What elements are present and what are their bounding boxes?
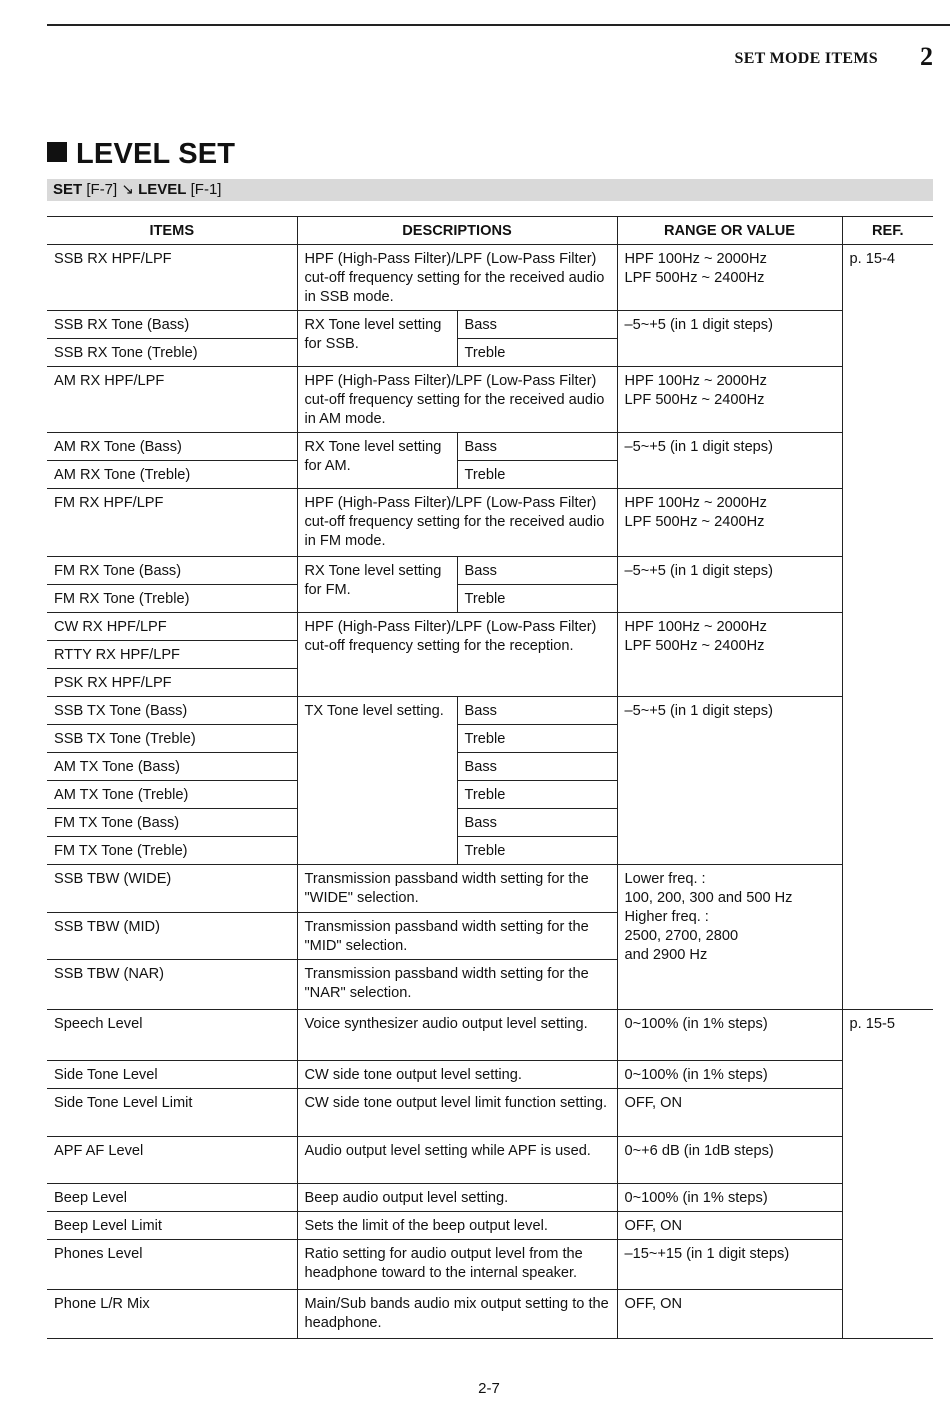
chapter-number: 2 <box>920 42 933 71</box>
table-row <box>47 1240 933 1290</box>
item-cell: FM RX Tone (Bass) <box>47 557 297 585</box>
range-line: HPF 100Hz ~ 2000Hz <box>624 373 767 389</box>
table-row <box>47 433 933 461</box>
description-cell: RX Tone level setting for SSB. <box>297 311 457 367</box>
range-line: Higher freq. : <box>624 909 709 925</box>
range-cell: OFF, ON <box>617 1212 842 1240</box>
description-cell: TX Tone level setting. <box>297 697 457 865</box>
range-cell <box>617 865 842 1010</box>
section-title-text: LEVEL SET <box>76 138 236 170</box>
sub-cell: Bass <box>457 311 617 339</box>
item-cell: AM TX Tone (Bass) <box>47 753 297 781</box>
table-row <box>47 865 933 913</box>
table-row <box>47 1061 933 1089</box>
item-cell: Side Tone Level Limit <box>47 1089 297 1137</box>
description-cell: HPF (High-Pass Filter)/LPF (Low-Pass Filter) cut-off frequency setting for the received audio in AM mode. <box>297 367 617 433</box>
description-cell: HPF (High-Pass Filter)/LPF (Low-Pass Filter) cut-off frequency setting for the received audio in SSB mode. <box>297 245 617 311</box>
square-bullet-icon <box>47 142 67 162</box>
description-cell: RX Tone level setting for AM. <box>297 433 457 489</box>
table-row <box>47 1137 933 1184</box>
sub-cell: Bass <box>457 433 617 461</box>
range-line: and 2900 Hz <box>624 947 708 963</box>
description-cell: CW side tone output level limit function setting. <box>297 1089 617 1137</box>
range-line: LPF 500Hz ~ 2400Hz <box>624 638 765 654</box>
description-cell: Ratio setting for audio output level from the headphone toward to the internal speaker. <box>297 1240 617 1290</box>
table-row <box>47 613 933 641</box>
range-line: HPF 100Hz ~ 2000Hz <box>624 495 767 511</box>
table-row <box>47 1290 933 1339</box>
arrow-icon: ↘ <box>121 181 134 198</box>
range-cell: 0~100% (in 1% steps) <box>617 1184 842 1212</box>
table-row <box>47 489 933 557</box>
item-cell: SSB TX Tone (Bass) <box>47 697 297 725</box>
header-items: ITEMS <box>47 217 297 245</box>
ref-cell: p. 15-5 <box>842 1010 933 1339</box>
item-cell: FM TX Tone (Treble) <box>47 837 297 865</box>
sub-cell: Treble <box>457 781 617 809</box>
description-cell: Transmission passband width setting for the "MID" selection. <box>297 913 617 960</box>
range-cell: OFF, ON <box>617 1290 842 1339</box>
description-cell: CW side tone output level setting. <box>297 1061 617 1089</box>
item-cell: SSB RX Tone (Bass) <box>47 311 297 339</box>
description-cell: Beep audio output level setting. <box>297 1184 617 1212</box>
description-cell: RX Tone level setting for FM. <box>297 557 457 613</box>
item-cell: Speech Level <box>47 1010 297 1061</box>
table-row <box>47 311 933 339</box>
path-level-key: [F-1] <box>190 181 222 198</box>
item-cell: FM RX Tone (Treble) <box>47 585 297 613</box>
table-row <box>47 1184 933 1212</box>
range-line: 2500, 2700, 2800 <box>624 928 739 944</box>
description-cell: Transmission passband width setting for the "WIDE" selection. <box>297 865 617 913</box>
table-row <box>47 245 933 311</box>
item-cell: SSB TBW (NAR) <box>47 960 297 1010</box>
sub-cell: Treble <box>457 725 617 753</box>
range-line: HPF 100Hz ~ 2000Hz <box>624 619 767 635</box>
item-cell: Beep Level <box>47 1184 297 1212</box>
range-line: LPF 500Hz ~ 2400Hz <box>624 514 765 530</box>
description-cell: Main/Sub bands audio mix output setting to the headphone. <box>297 1290 617 1339</box>
range-cell: 0~100% (in 1% steps) <box>617 1010 842 1061</box>
item-cell: Phone L/R Mix <box>47 1290 297 1339</box>
item-cell: FM TX Tone (Bass) <box>47 809 297 837</box>
header-descriptions: DESCRIPTIONS <box>297 217 617 245</box>
range-line: Lower freq. : <box>624 871 706 887</box>
top-rule <box>47 24 950 26</box>
page-number: 2-7 <box>478 1380 500 1397</box>
description-cell: Audio output level setting while APF is used. <box>297 1137 617 1184</box>
description-cell: Voice synthesizer audio output level setting. <box>297 1010 617 1061</box>
range-cell <box>617 489 842 557</box>
sub-cell: Treble <box>457 837 617 865</box>
item-cell: FM RX HPF/LPF <box>47 489 297 557</box>
sub-cell: Treble <box>457 461 617 489</box>
table-row <box>47 557 933 585</box>
sub-cell: Bass <box>457 557 617 585</box>
sub-cell: Bass <box>457 753 617 781</box>
range-cell: 0~100% (in 1% steps) <box>617 1061 842 1089</box>
item-cell: Phones Level <box>47 1240 297 1290</box>
item-cell: SSB TBW (WIDE) <box>47 865 297 913</box>
ref-cell: p. 15-4 <box>842 245 933 1010</box>
sub-cell: Bass <box>457 809 617 837</box>
running-header: SET MODE ITEMS <box>734 50 878 67</box>
range-cell: –5~+5 (in 1 digit steps) <box>617 311 842 367</box>
item-cell: AM RX Tone (Bass) <box>47 433 297 461</box>
item-cell: Side Tone Level <box>47 1061 297 1089</box>
item-cell: CW RX HPF/LPF <box>47 613 297 641</box>
range-line: HPF 100Hz ~ 2000Hz <box>624 251 767 267</box>
item-cell: SSB RX HPF/LPF <box>47 245 297 311</box>
table-row <box>47 1010 933 1061</box>
header-ref: REF. <box>842 217 933 245</box>
range-cell <box>617 245 842 311</box>
description-cell: Sets the limit of the beep output level. <box>297 1212 617 1240</box>
range-line: LPF 500Hz ~ 2400Hz <box>624 270 765 286</box>
path-set: SET <box>53 181 83 198</box>
item-cell: AM RX Tone (Treble) <box>47 461 297 489</box>
range-cell: –5~+5 (in 1 digit steps) <box>617 433 842 489</box>
item-cell: SSB RX Tone (Treble) <box>47 339 297 367</box>
description-cell: Transmission passband width setting for the "NAR" selection. <box>297 960 617 1010</box>
level-set-table <box>47 216 933 1339</box>
path-level: LEVEL <box>138 181 187 198</box>
item-cell: SSB TBW (MID) <box>47 913 297 960</box>
item-cell: PSK RX HPF/LPF <box>47 669 297 697</box>
table-row <box>47 1212 933 1240</box>
description-cell: HPF (High-Pass Filter)/LPF (Low-Pass Filter) cut-off frequency setting for the reception. <box>297 613 617 697</box>
range-cell <box>617 613 842 697</box>
range-line: 100, 200, 300 and 500 Hz <box>624 890 793 906</box>
table-row <box>47 1089 933 1137</box>
item-cell: AM RX HPF/LPF <box>47 367 297 433</box>
path-set-key: [F-7] <box>86 181 118 198</box>
range-cell: 0~+6 dB (in 1dB steps) <box>617 1137 842 1184</box>
table-row <box>47 367 933 433</box>
menu-path-bar <box>47 179 933 201</box>
range-line: LPF 500Hz ~ 2400Hz <box>624 392 765 408</box>
sub-cell: Bass <box>457 697 617 725</box>
item-cell: RTTY RX HPF/LPF <box>47 641 297 669</box>
item-cell: AM TX Tone (Treble) <box>47 781 297 809</box>
sub-cell: Treble <box>457 585 617 613</box>
range-cell: OFF, ON <box>617 1089 842 1137</box>
item-cell: Beep Level Limit <box>47 1212 297 1240</box>
range-cell: –5~+5 (in 1 digit steps) <box>617 557 842 613</box>
item-cell: SSB TX Tone (Treble) <box>47 725 297 753</box>
sub-cell: Treble <box>457 339 617 367</box>
range-cell <box>617 367 842 433</box>
description-cell: HPF (High-Pass Filter)/LPF (Low-Pass Filter) cut-off frequency setting for the received audio in FM mode. <box>297 489 617 557</box>
table-row <box>47 697 933 725</box>
header-range: RANGE OR VALUE <box>617 217 842 245</box>
range-cell: –5~+5 (in 1 digit steps) <box>617 697 842 865</box>
section-title <box>47 138 235 171</box>
range-cell: –15~+15 (in 1 digit steps) <box>617 1240 842 1290</box>
item-cell: APF AF Level <box>47 1137 297 1184</box>
